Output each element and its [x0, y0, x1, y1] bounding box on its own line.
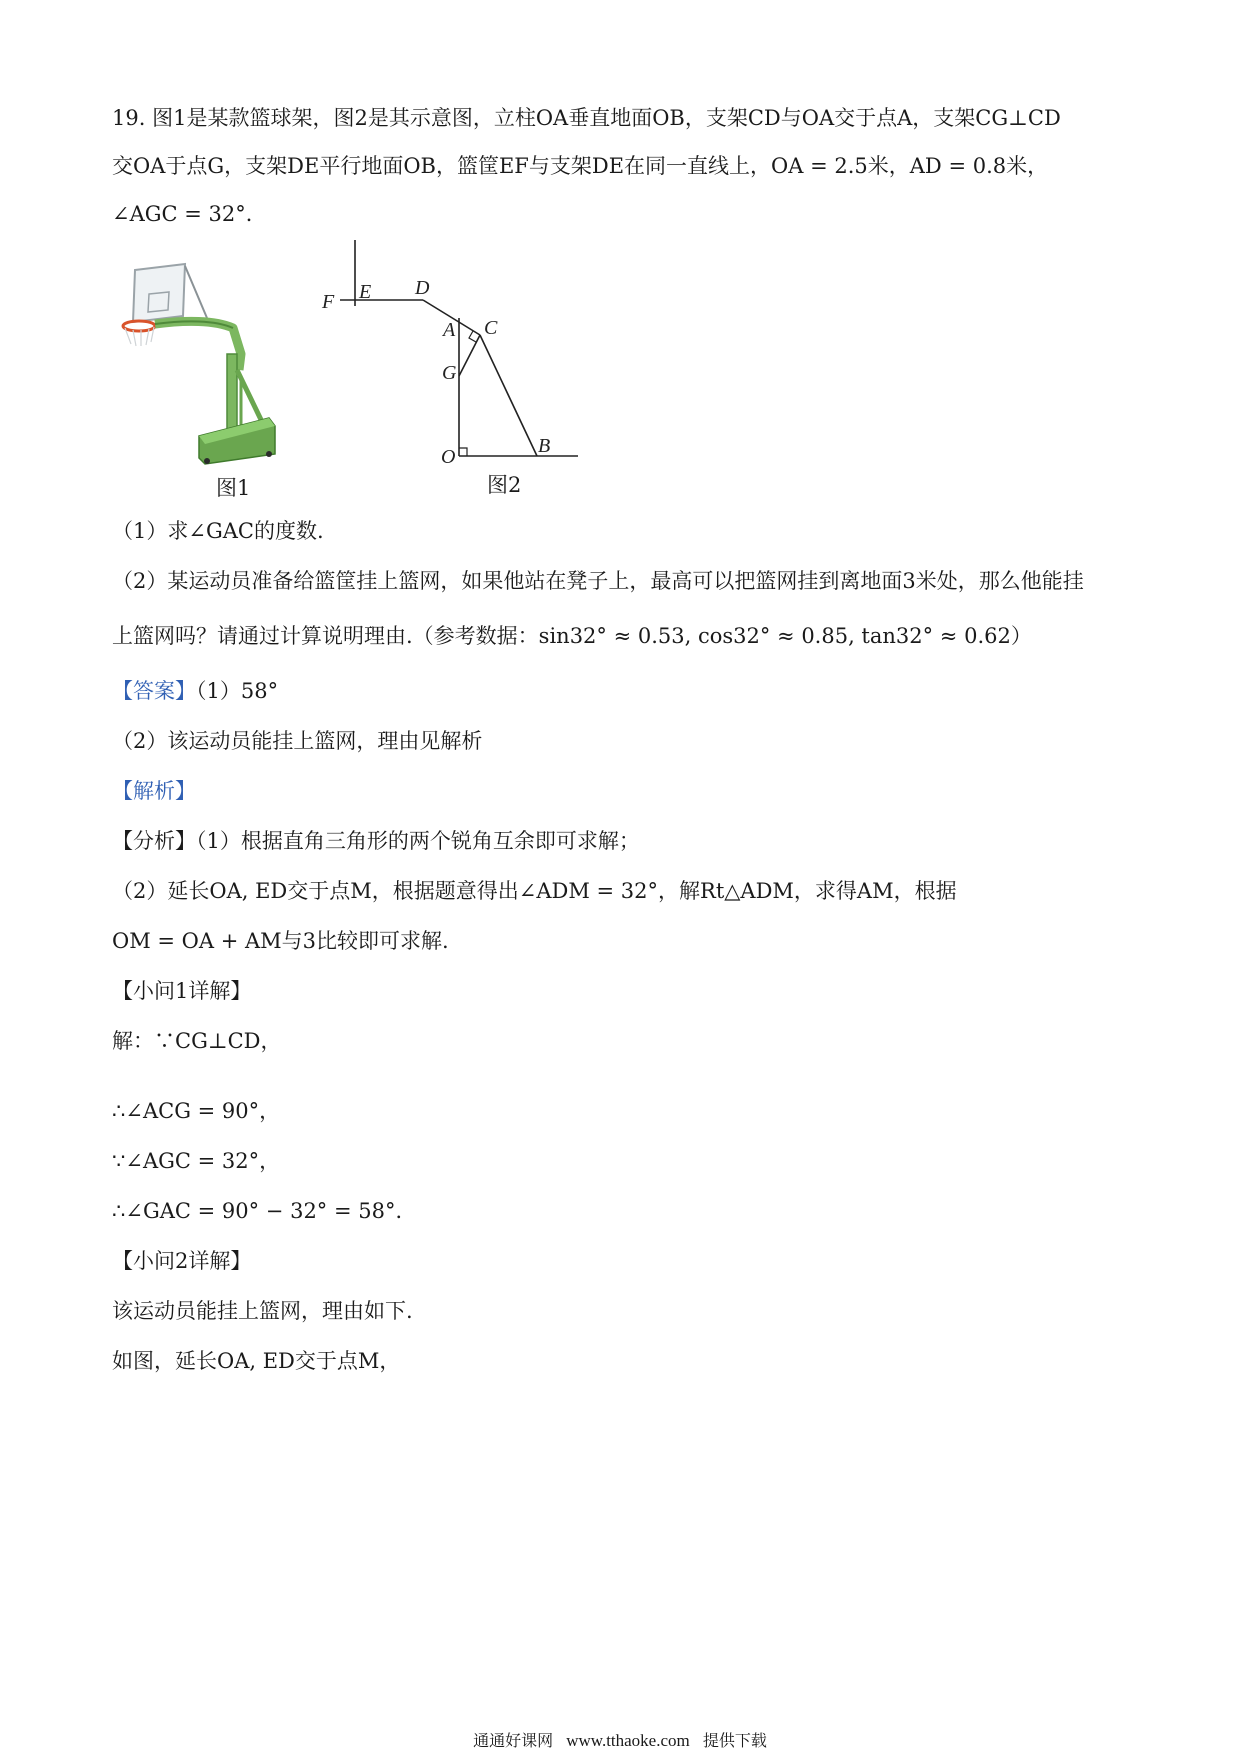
analysis-tag: 【解析】 — [112, 779, 196, 803]
label-d: D — [415, 277, 430, 299]
figure-2-caption: 图2 — [487, 473, 522, 497]
detail-1-line-1: 解：∵CG⊥CD， — [112, 1029, 282, 1053]
label-b: B — [538, 435, 551, 457]
detail-1-line-3: ∵∠AGC = 32°， — [112, 1149, 281, 1173]
answer-line-2: （2）该运动员能挂上篮网，理由见解析 — [112, 729, 483, 753]
figure-1-basketball-stand — [115, 258, 315, 468]
label-f: F — [322, 291, 335, 313]
figure-1-caption: 图1 — [216, 476, 251, 500]
right-angle-o — [459, 448, 467, 456]
question-2-line-1: （2）某运动员准备给篮筐挂上篮网，如果他站在凳子上，最高可以把篮网挂到离地面3米处，那么他能挂 — [112, 569, 1084, 593]
detail-2-line-2: 如图，延长OA, ED交于点M， — [112, 1349, 401, 1373]
problem-text-1: 图1是某款篮球架，图2是其示意图，立柱OA垂直地面OB，支架CD与OA交于点A，支架CG⊥CD — [152, 106, 1061, 130]
label-g: G — [442, 362, 457, 384]
fenxi-line-3: OM = OA + AM与3比较即可求解. — [112, 929, 449, 953]
answer-1: （1）58° — [196, 679, 279, 703]
fenxi-line-1 — [112, 826, 640, 856]
detail-1-line-2: ∴∠ACG = 90°， — [112, 1099, 281, 1123]
rim — [123, 321, 155, 331]
footer-url[interactable]: www.tthaoke.com — [566, 1731, 690, 1750]
fenxi-1: （1）根据直角三角形的两个锐角互余即可求解； — [196, 829, 640, 853]
problem-line-2: 交OA于点G，支架DE平行地面OB，篮筐EF与支架DE在同一直线上，OA = 2.5米，AD = 0.8米， — [112, 154, 1049, 178]
problem-number: 19. — [112, 106, 146, 130]
detail-2-line-1: 该运动员能挂上篮网，理由如下. — [112, 1299, 413, 1323]
footer-site: 通通好课网 — [473, 1731, 554, 1750]
top-brace — [185, 266, 207, 318]
detail-1-tag: 【小问1详解】 — [112, 979, 252, 1003]
label-a: A — [443, 319, 456, 341]
question-2-line-2: 上篮网吗？请通过计算说明理由.（参考数据：sin32° ≈ 0.53, cos32° ≈ 0.85, tan32° ≈ 0.62） — [112, 624, 1032, 648]
answer-tag: 【答案】 — [112, 679, 196, 703]
label-c: C — [484, 317, 498, 339]
problem-line-3: ∠AGC = 32°． — [112, 202, 267, 226]
segment-cb — [480, 335, 537, 456]
label-e: E — [359, 281, 372, 303]
problem-line-1 — [112, 103, 1061, 133]
detail-2-tag: 【小问2详解】 — [112, 1249, 252, 1273]
fenxi-tag: 【分析】 — [112, 829, 196, 853]
figure-2-schematic — [320, 238, 590, 468]
wheel — [266, 451, 272, 457]
page-footer — [0, 1728, 1240, 1751]
segment-cg — [459, 335, 480, 376]
question-1: （1）求∠GAC的度数. — [112, 519, 324, 543]
wheel — [204, 458, 210, 464]
fenxi-line-2: （2）延长OA, ED交于点M，根据题意得出∠ADM = 32°，解Rt△ADM，求得AM，根据 — [112, 879, 957, 903]
label-o: O — [441, 446, 456, 468]
footer-suffix: 提供下载 — [702, 1731, 767, 1750]
detail-1-line-4: ∴∠GAC = 90° − 32° = 58°． — [112, 1199, 417, 1223]
answer-line-1 — [112, 676, 278, 706]
